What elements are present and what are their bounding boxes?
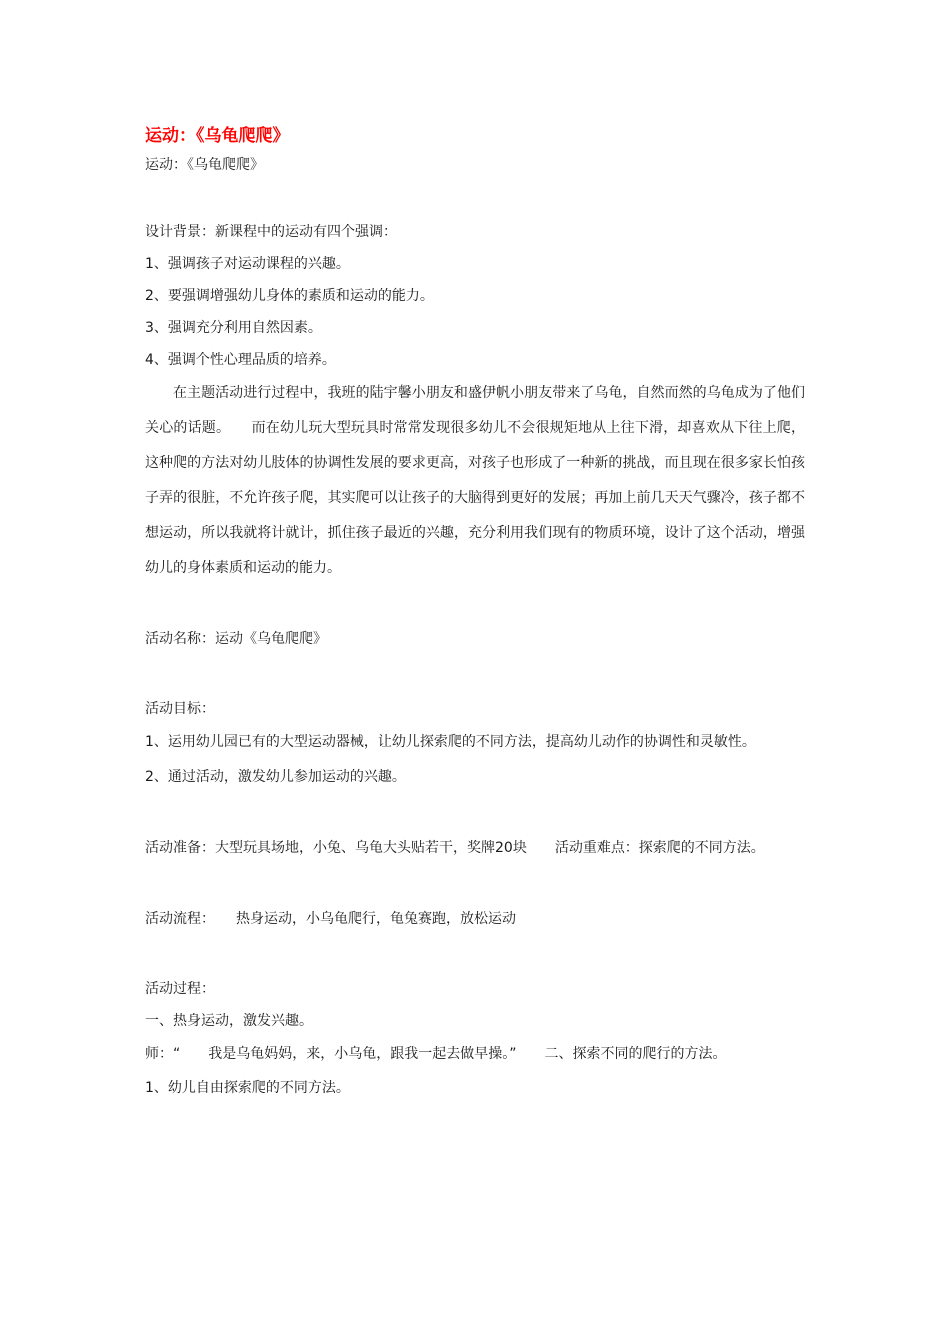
background-intro: 设计背景：新课程中的运动有四个强调： (145, 224, 397, 240)
process-teacher-line: 师：“ 我是乌龟妈妈，来，小乌龟，跟我一起去做早操。” 二、探索不同的爬行的方法。 (145, 1046, 727, 1062)
blank-line (145, 657, 805, 693)
activity-goals-section (145, 693, 805, 795)
background-paragraph: 在主题活动进行过程中，我班的陆宇馨小朋友和盛伊帆小朋友带来了乌龟，自然而然的乌龟成为了他们关心的话题。 而在幼儿玩大型玩具时常常发现很多幼儿不会很规矩地从上往下滑，却喜欢从下往上爬，这种爬的方法对幼儿肢体的协调性发展的要求更高，对孩子也形成了一种新的挑战，而且现在很多家长怕孩子弄的很脏，不允许孩子爬，其实爬可以让孩子的大脑得到更好的发展；再加上前几天天气骤冷，孩子都不想运动，所以我就将计就计，抓住孩子最近的兴趣，充分利用我们现有的物质环境，设计了这个活动，增强幼儿的身体素质和运动的能力。 (145, 385, 805, 576)
emphasis-item-1: 1、强调孩子对运动课程的兴趣。 (145, 256, 350, 272)
blank-line (145, 866, 805, 902)
process-step-1: 一、热身运动，激发兴趣。 (145, 1013, 313, 1029)
goals-label: 活动目标： (145, 701, 215, 717)
blank-line (145, 795, 805, 831)
emphasis-item-4: 4、强调个性心理品质的培养。 (145, 352, 336, 368)
activity-flow: 活动流程： 热身运动，小乌龟爬行，龟兔赛跑，放松运动 (145, 911, 516, 927)
blank-line (145, 586, 805, 622)
emphasis-item-2: 2、要强调增强幼儿身体的素质和运动的能力。 (145, 288, 434, 304)
activity-process-section (145, 973, 805, 1105)
blank-line (145, 937, 805, 973)
activity-name: 活动名称：运动《乌龟爬爬》 (145, 631, 327, 647)
goal-item-2: 2、通过活动，激发幼儿参加运动的兴趣。 (145, 769, 406, 785)
document-subtitle: 运动：《乌龟爬爬》 (145, 157, 264, 173)
activity-preparation: 活动准备：大型玩具场地，小兔、乌龟大头贴若干，奖牌20块 活动重难点：探索爬的不同方法。 (145, 840, 765, 856)
document-title: 运动：《乌龟爬爬》 (145, 126, 290, 146)
emphasis-item-3: 3、强调充分利用自然因素。 (145, 320, 322, 336)
goal-item-1: 1、运用幼儿园已有的大型运动器械，让幼儿探索爬的不同方法，提高幼儿动作的协调性和灵敏性。 (145, 734, 756, 750)
document-page (145, 118, 805, 1105)
blank-line (145, 176, 805, 216)
process-label: 活动过程： (145, 981, 215, 997)
design-background-section (145, 216, 805, 586)
process-sub-step-1: 1、幼儿自由探索爬的不同方法。 (145, 1080, 350, 1096)
